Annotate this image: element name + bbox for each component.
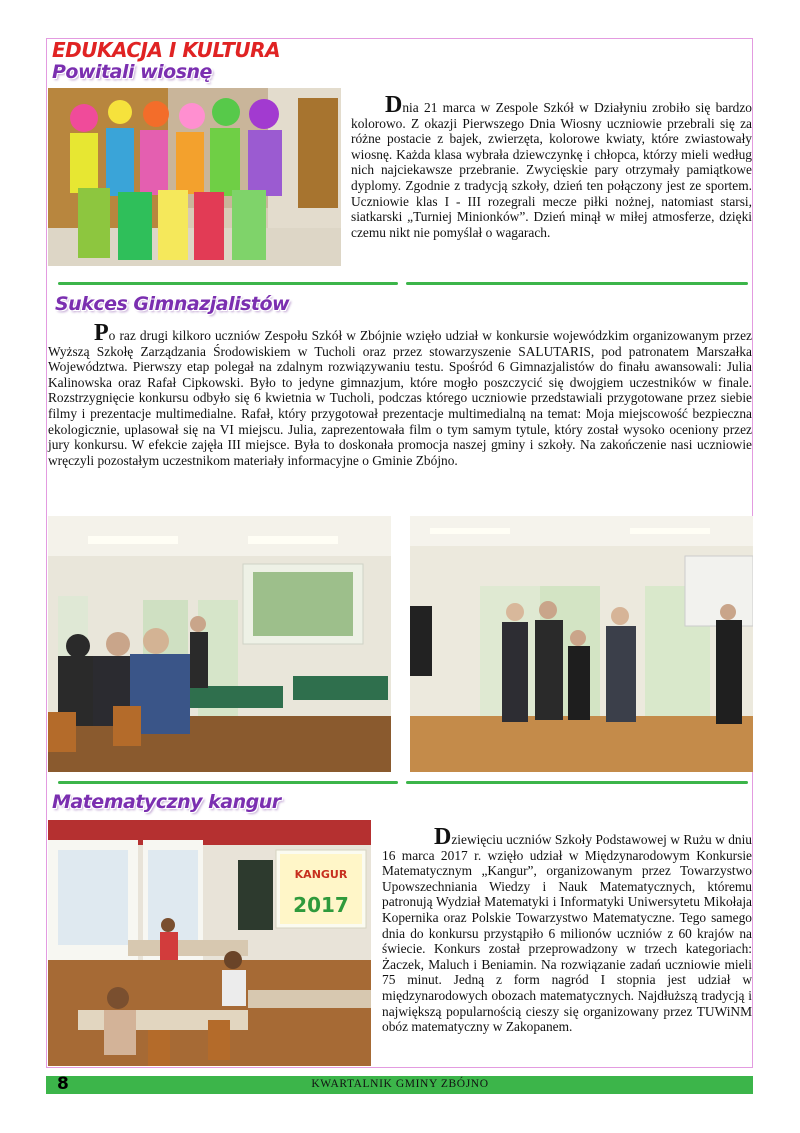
article3-drop-letter: D (434, 824, 452, 850)
article1-body (351, 92, 752, 240)
article2-title: Sukces Gimnazjalistów (55, 293, 290, 315)
article2-body (48, 320, 752, 468)
article3-body-text: ziewięciu uczniów Szkoły Podstawowej w Rużu w dniu 16 marca 2017 r. wzięło udział w Międzynarodowym Konkursie Matematycznym „Kangur”, organizowanym przez Towarzystwo Upowszechniania Wiedzy i Nauk Matematycznych, któremu patronują Wydział Matematyki i Informatyki Uniwersytetu Mikołaja Kopernika oraz Polskie Towarzystwo Matematyczne. Tego samego dnia do konkursu przystąpiło 6 milionów uczniów z 60 krajów na świecie. Konkurs został przeprowadzony w trzech kategoriach: Żaczek, Maluch i Beniamin. Na rozwiązanie zadań uczniowie mieli 75 minut. Jedną z form nagród I stopnia jest udział w międzynarodowych obozach matematycznych. Najdłuższą tradycją i największą popularnością cieszy się organizowany przez TUWiNM obóz matematyczny w Zakopanem. (382, 832, 752, 1035)
article1-drop-letter: D (385, 92, 403, 118)
photo-contest-awards (410, 516, 753, 772)
screen-text-year: 2017 (293, 893, 349, 917)
screen-text-kangur: KANGUR (294, 868, 348, 881)
divider-1 (58, 282, 748, 286)
article2-body-text: o raz drugi kilkoro uczniów Zespołu Szkół w Zbójnie wzięło udział w konkursie wojewódzkim organizowanym przez Wyższą Szkołę Zarządzania Środowiskiem w Tucholi oraz przez stowarzyszenie SALUTARIS, pod patronatem Marszałka Województwa. Pierwszy etap polegał na zdalnym rozwiązywaniu testu. Spośród 6 Gimnazjalistów do finału awansowali: Julia Kalinowska oraz Rafał Cipkowski. Było to jedyne gimnazjum, które mogło poszczycić się dwojgiem uczestników w finale. Rozstrzygnięcie konkursu odbyło się 6 kwietnia w Tucholi, podczas którego uczniowie przedstawiali przygotowane przez siebie filmy i prezentacje multimedialne. Rafał, który przygotował prezentacje multimedialną na temat: Moja miejscowość bezpieczna ekologicznie, uplasował się na VI miejscu. Julia, zaprezentowała film o tym samym tytule, który został wysoko oceniony przez jury konkursu. W efekcie zajęła III miejsce. Była to doskonała promocja naszej gminy i szkoły. Na zakończenie nasi uczniowie wręczyli pozostałym uczestnikom materiały informacyjne o Gminie Zbójno. (48, 328, 752, 468)
page-number: 8 (57, 1074, 69, 1094)
publication-title: KWARTALNIK GMINY ZBÓJNO (311, 1078, 489, 1090)
section-label: EDUKACJA I KULTURA (52, 38, 281, 62)
article3-title: Matematyczny kangur (52, 791, 281, 813)
divider-2 (58, 781, 748, 785)
photo-spring-costumes (48, 88, 341, 266)
article1-body-text: nia 21 marca w Zespole Szkół w Działyniu zrobiło się bardzo kolorowo. Z okazji Pierwszego Dnia Wiosny uczniowie przebrali się za różne postacie z bajek, zwierzęta, kolorowe kwiaty, które zwiastowały wiosnę. Każda klasa wybrała dziewczynkę i chłopca, którzy mieli według nich najciekawsze przebranie. Zwycięskie pary otrzymały pamiątkowe dyplomy. Zgodnie z tradycją szkoły, dzień ten połączony jest ze sportem. Uczniowie klas I - III rozegrali mecze piłki nożnej, natomiast starsi, siatkarski „Turniej Minionków”. Dzień minął w miłej atmosferze, dzięki czemu nikt nie pomyślał o wagarach. (351, 100, 752, 240)
article2-drop-letter: P (94, 320, 109, 346)
article1-title: Powitali wiosnę (52, 61, 212, 83)
photo-kangaroo-contest (48, 820, 371, 1066)
photo-contest-audience (48, 516, 391, 772)
article3-body (382, 824, 752, 1035)
